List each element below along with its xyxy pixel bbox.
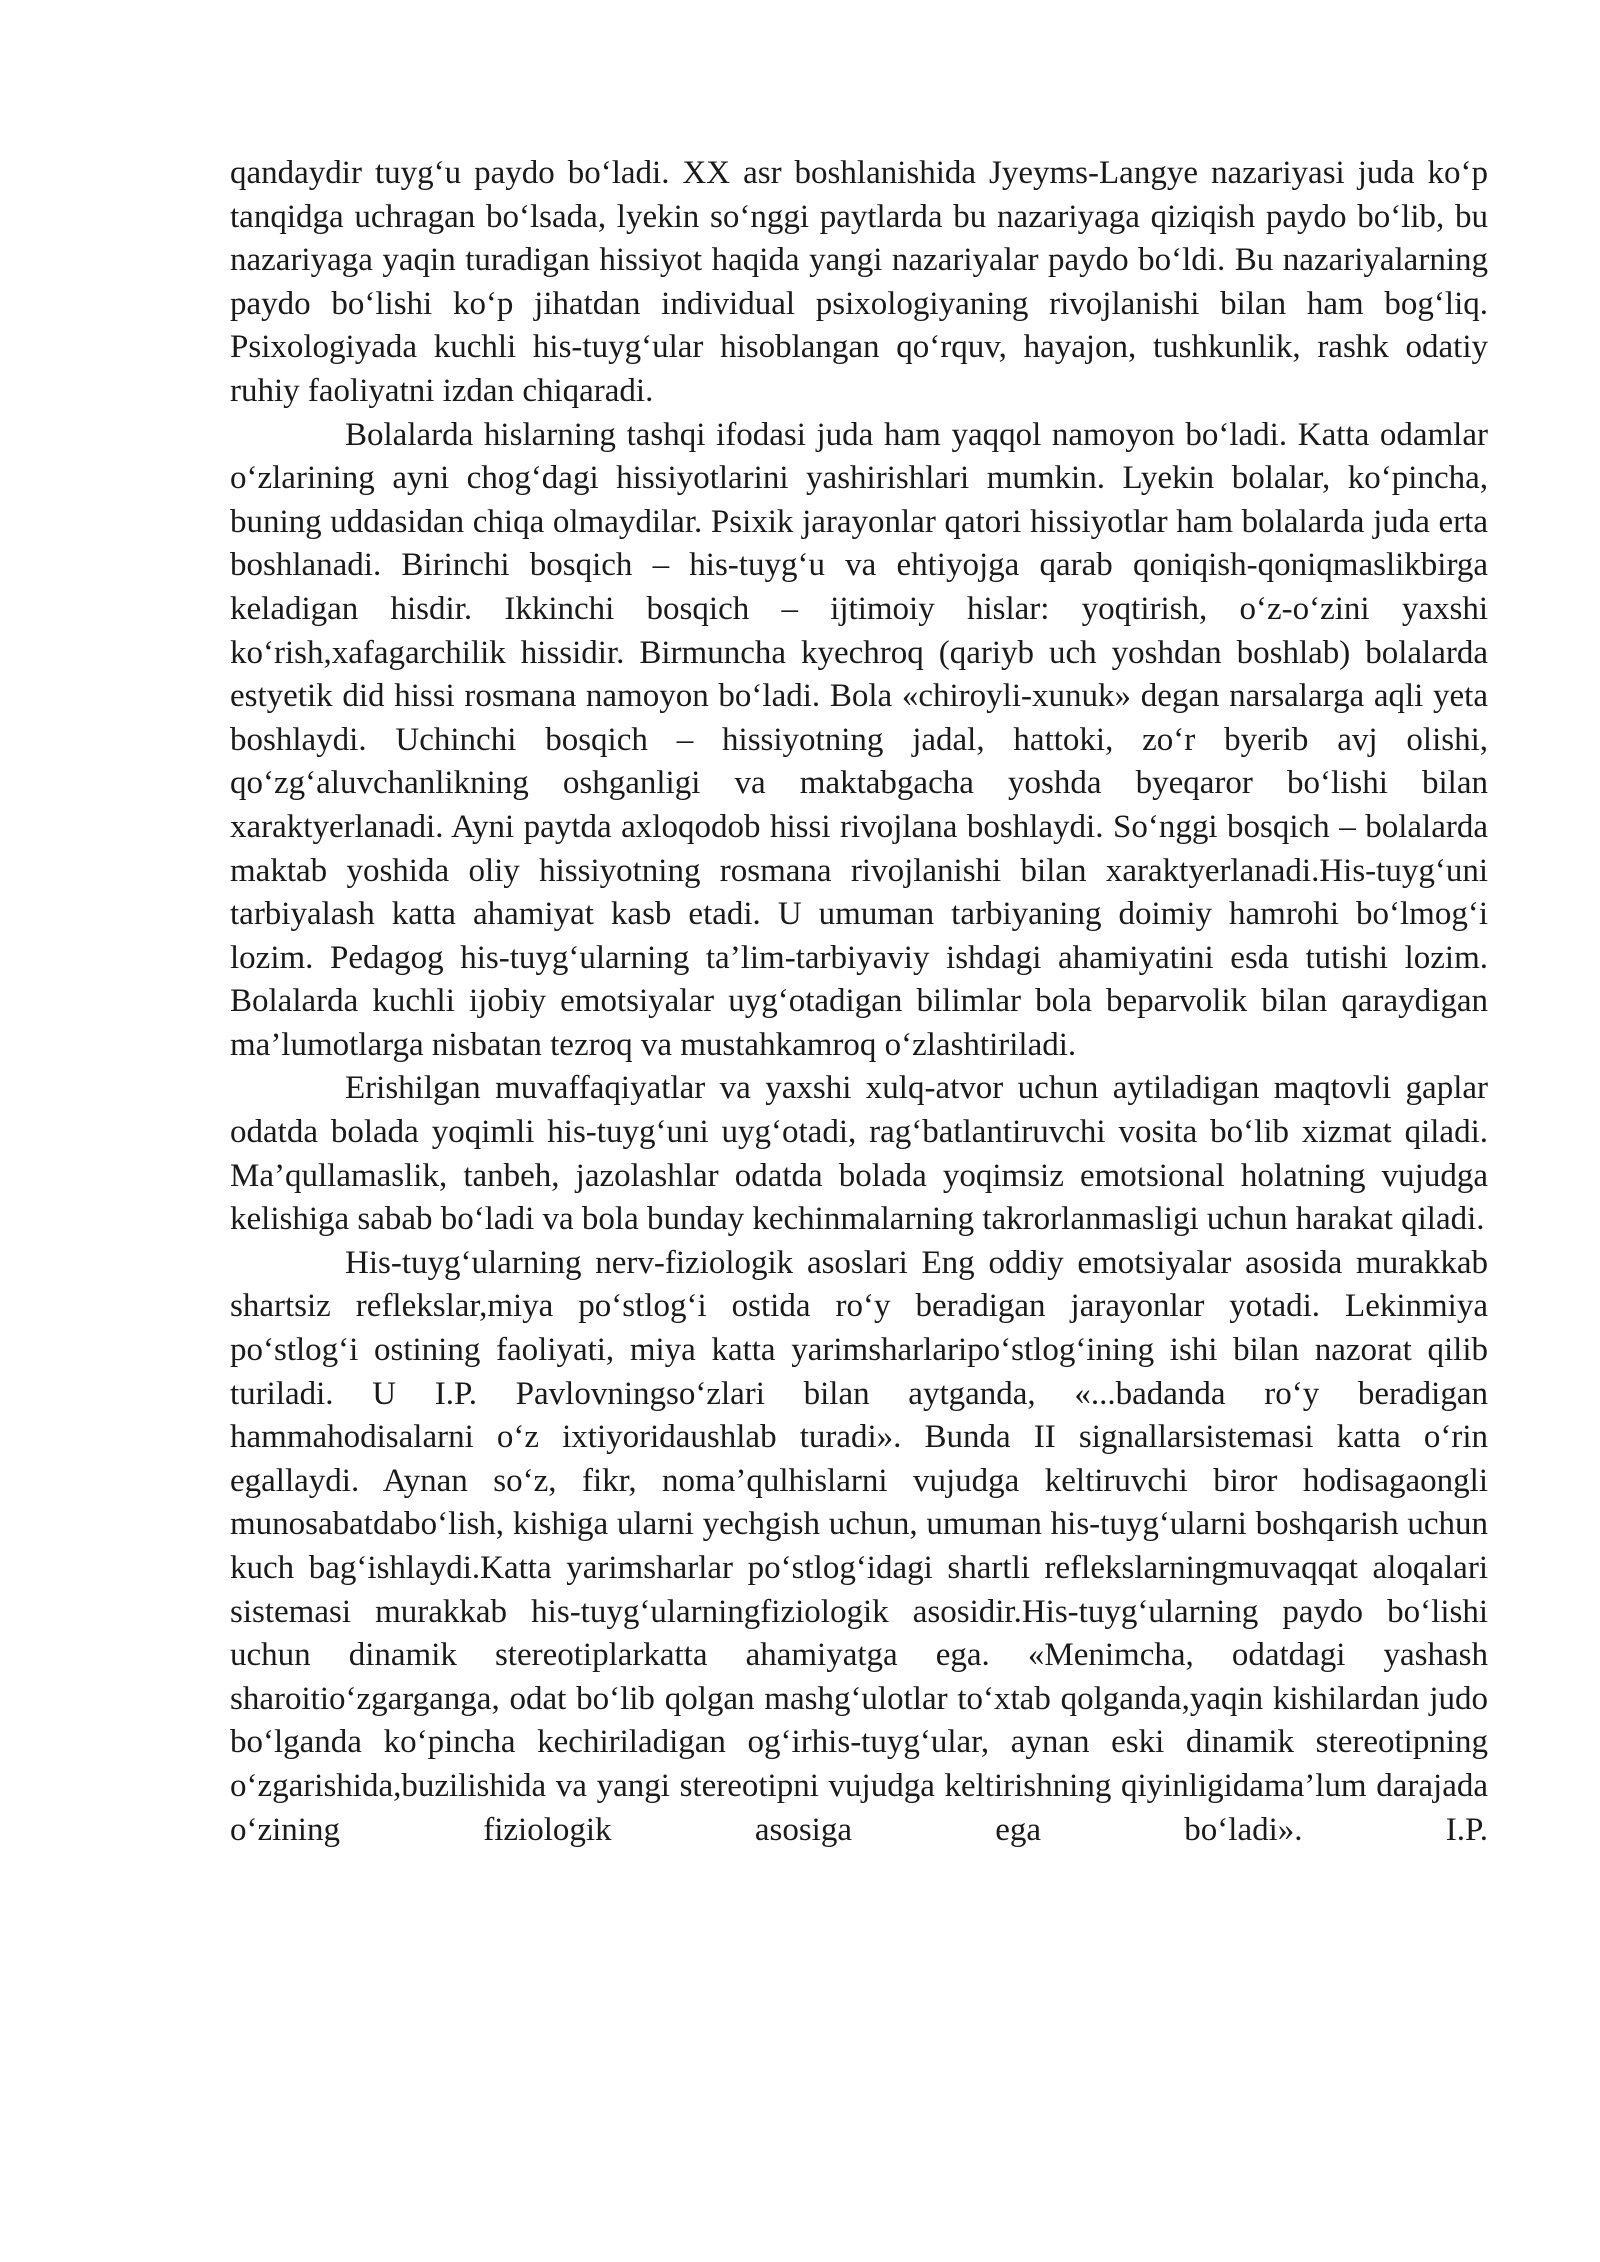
body-text bbox=[230, 152, 1488, 1852]
paragraph-4: His-tuyg‘ularning nerv-fiziologik asoslari Eng oddiy emotsiyalar asosida murakkab shartsiz reflekslar,miya po‘stlog‘i ostida ro‘y beradigan jarayonlar yotadi. Lekinmiya po‘stlog‘i ostining faoliyati, miya katta yarimsharlaripo‘stlog‘ining ishi bilan nazorat qilib turiladi. U I.P. Pavlovningso‘zlari bilan aytganda, «...badanda ro‘y beradigan hammahodisalarni o‘z ixtiyoridaushlab turadi». Bunda II signallarsistemasi katta o‘rin egallaydi. Aynan so‘z, fikr, noma’qulhislarni vujudga keltiruvchi biror hodisagaongli munosabatdabo‘lish, kishiga ularni yechgish uchun, umuman his-tuyg‘ularni boshqarish uchun kuch bag‘ishlaydi.Katta yarimsharlar po‘stlog‘idagi shartli reflekslarningmuvaqqat aloqalari sistemasi murakkab his-tuyg‘ularningfiziologik asosidir.His-tuyg‘ularning paydo bo‘lishi uchun dinamik stereotiplarkatta ahamiyatga ega. «Menimcha, odatdagi yashash sharoitio‘zgarganga, odat bo‘lib qolgan mashg‘ulotlar to‘xtab qolganda,yaqin kishilardan judo bo‘lganda ko‘pincha kechiriladigan og‘irhis-tuyg‘ular, aynan eski dinamik stereotipning o‘zgarishida,buzilishida va yangi stereotipni vujudga keltirishning qiyinligidama’lum darajada o‘zining fiziologik asosiga ega bo‘ladi». I.P. bbox=[230, 1244, 1488, 1848]
paragraph-3: Erishilgan muvaffaqiyatlar va yaxshi xulq-atvor uchun aytiladigan maqtovli gaplar odatda bolada yoqimli his-tuyg‘uni uyg‘otadi, rag‘batlantiruvchi vosita bo‘lib xizmat qiladi. Ma’qullamaslik, tanbeh, jazolashlar odatda bolada yoqimsiz emotsional holatning vujudga kelishiga sabab bo‘ladi va bola bunday kechinmalarning takrorlanmasligi uchun harakat qiladi. bbox=[230, 1070, 1488, 1238]
paragraph-1: qandaydir tuyg‘u paydo bo‘ladi. XX asr boshlanishida Jyeyms-Langye nazariyasi juda ko‘p tanqidga uchragan bo‘lsada, lyekin so‘nggi paytlarda bu nazariyaga qiziqish paydo bo‘lib, bu nazariyaga yaqin turadigan hissiyot haqida yangi nazariyalar paydo bo‘ldi. Bu nazariyalarning paydo bo‘lishi ko‘p jihatdan individual psixologiyaning rivojlanishi bilan ham bog‘liq. Psixologiyada kuchli his-tuyg‘ular hisoblangan qo‘rquv, hayajon, tushkunlik, rashk odatiy ruhiy faoliyatni izdan chiqaradi. bbox=[230, 155, 1488, 409]
paragraph-2: Bolalarda hislarning tashqi ifodasi juda ham yaqqol namoyon bo‘ladi. Katta odamlar o‘zlarining ayni chog‘dagi hissiyotlarini yashirishlari mumkin. Lyekin bolalar, ko‘pincha, buning uddasidan chiqa olmaydilar. Psixik jarayonlar qatori hissiyotlar ham bolalarda juda erta boshlanadi. Birinchi bosqich – his-tuyg‘u va ehtiyojga qarab qoniqish-qoniqmaslikbirga keladigan hisdir. Ikkinchi bosqich – ijtimoiy hislar: yoqtirish, o‘z-o‘zini yaxshi ko‘rish,xafagarchilik hissidir. Birmuncha kyechroq (qariyb uch yoshdan boshlab) bolalarda estyetik did hissi rosmana namoyon bo‘ladi. Bola «chiroyli-xunuk» degan narsalarga aqli yeta boshlaydi. Uchinchi bosqich – hissiyotning jadal, hattoki, zo‘r byerib avj olishi, qo‘zg‘aluvchanlikning oshganligi va maktabgacha yoshda byeqaror bo‘lishi bilan xaraktyerlanadi. Ayni paytda axloqodob hissi rivojlana boshlaydi. So‘nggi bosqich – bolalarda maktab yoshida oliy hissiyotning rosmana rivojlanishi bilan xaraktyerlanadi.His-tuyg‘uni tarbiyalash katta ahamiyat kasb etadi. U umuman tarbiyaning doimiy hamrohi bo‘lmog‘i lozim. Pedagog his-tuyg‘ularning ta’lim-tarbiyaviy ishdagi ahamiyatini esda tutishi lozim. Bolalarda kuchli ijobiy emotsiyalar uyg‘otadigan bilimlar bola beparvolik bilan qaraydigan ma’lumotlarga nisbatan tezroq va mustahkamroq o‘zlashtiriladi. bbox=[230, 416, 1488, 1063]
